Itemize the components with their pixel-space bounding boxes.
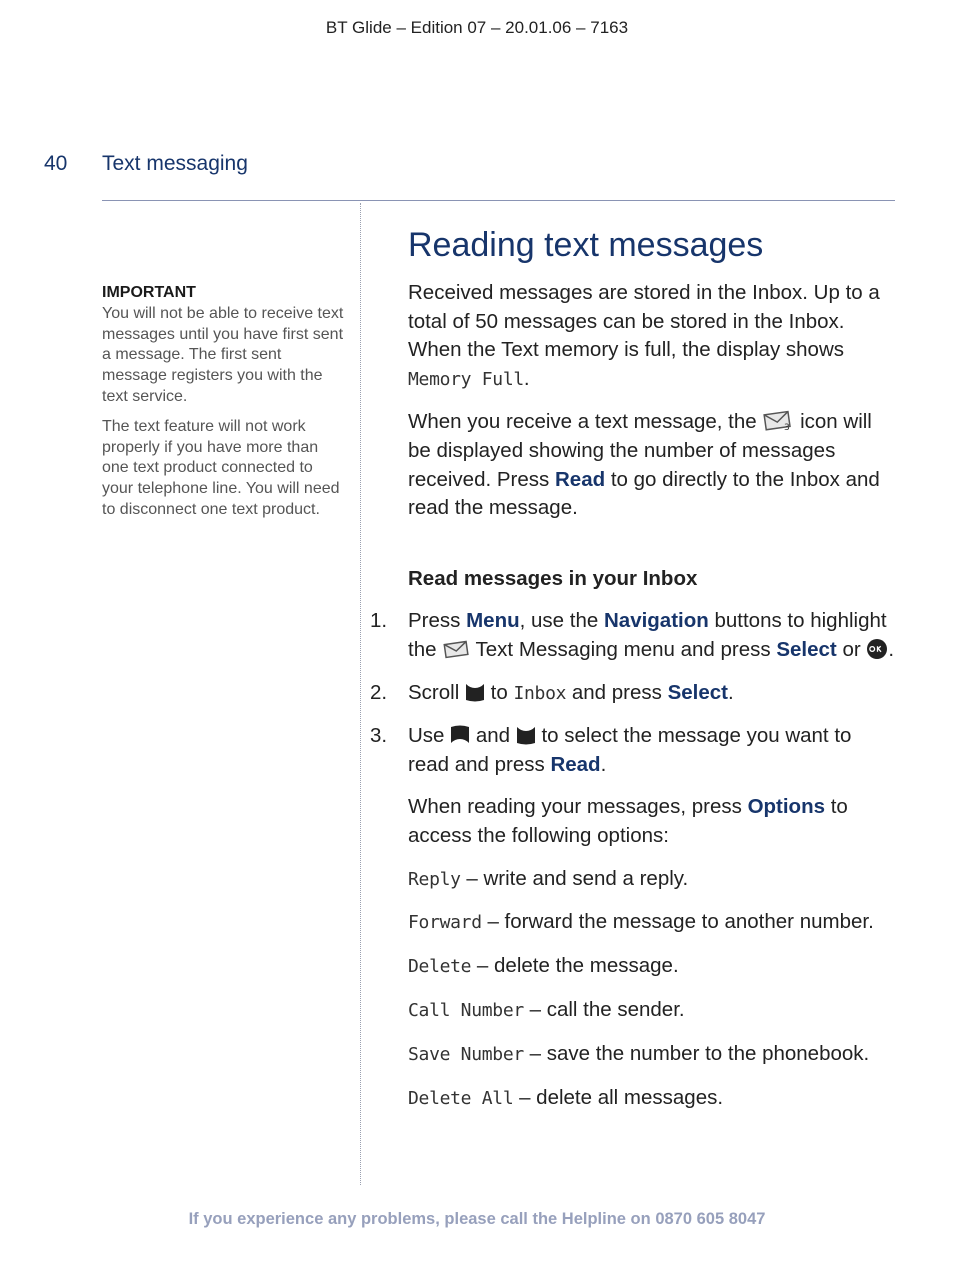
- important-label: IMPORTANT: [102, 284, 196, 301]
- main-content: [370, 279, 898, 1128]
- option-call-number: Call Number – call the sender.: [408, 998, 685, 1022]
- column-divider: [360, 203, 361, 1185]
- receive-paragraph: When you receive a text message, the 3 icon will be displayed showing the number of messages received. Press Read to go directly to the Inbox and read the message.: [408, 410, 880, 520]
- section-title: Text messaging: [102, 152, 248, 175]
- envelope-icon: [762, 409, 794, 431]
- note-multiple-products: The text feature will not work properly if you have more than one text product connected to your telephone line. You will need to disconnect one text product.: [102, 417, 340, 518]
- edition-line: BT Glide – Edition 07 – 20.01.06 – 7163: [325, 18, 629, 37]
- inbox-display: Inbox: [513, 682, 567, 704]
- svg-text:3: 3: [784, 423, 791, 432]
- nav-up-icon: [450, 724, 470, 746]
- options-intro: When reading your messages, press Options to access the following options:: [408, 795, 848, 847]
- step-1: 1. Press Menu, use the Navigation buttons to highlight the Text Messaging menu and press Select or .: [370, 609, 895, 661]
- header-rule: [102, 200, 895, 201]
- select-key: Select: [776, 637, 837, 661]
- memory-full-display: Memory Full: [408, 368, 524, 390]
- inbox-capacity-paragraph: Received messages are stored in the Inbox. Up to a total of 50 messages can be stored in the Inbox. When the Text memory is full, the display shows Memory Full.: [408, 281, 880, 390]
- read-key: Read: [550, 752, 601, 776]
- option-delete: Delete – delete the message.: [408, 954, 679, 978]
- ok-button-icon: [866, 638, 888, 660]
- step-3: 3. Use and to select the message you want to read and press Read.: [370, 724, 852, 776]
- steps-list: [370, 607, 898, 779]
- page-number: 40: [44, 152, 68, 175]
- menu-key: Menu: [466, 609, 520, 633]
- helpline-footer: If you experience any problems, please call the Helpline on 0870 605 8047: [188, 1210, 766, 1228]
- option-forward: Forward – forward the message to another number.: [408, 910, 874, 934]
- envelope-icon: [442, 639, 470, 659]
- options-key: Options: [747, 795, 825, 819]
- select-key: Select: [667, 680, 728, 704]
- inbox-subheading: Read messages in your Inbox: [408, 566, 698, 590]
- option-reply: Reply – write and send a reply.: [408, 866, 689, 890]
- step-2: 2. Scroll to Inbox and press Select.: [370, 680, 734, 704]
- helpline-number: 0870 605 8047: [655, 1210, 766, 1228]
- nav-down-icon: [465, 681, 485, 703]
- option-delete-all: Delete All – delete all messages.: [408, 1085, 724, 1109]
- nav-down-icon: [516, 724, 536, 746]
- note-registration: You will not be able to receive text messages until you have first sent a message. The first sent message registers you with the text service.: [102, 304, 344, 405]
- important-note: [102, 283, 346, 530]
- navigation-key: Navigation: [603, 609, 709, 633]
- read-key: Read: [554, 467, 606, 491]
- page-title: Reading text messages: [408, 226, 764, 264]
- option-save-number: Save Number – save the number to the phonebook.: [408, 1042, 870, 1066]
